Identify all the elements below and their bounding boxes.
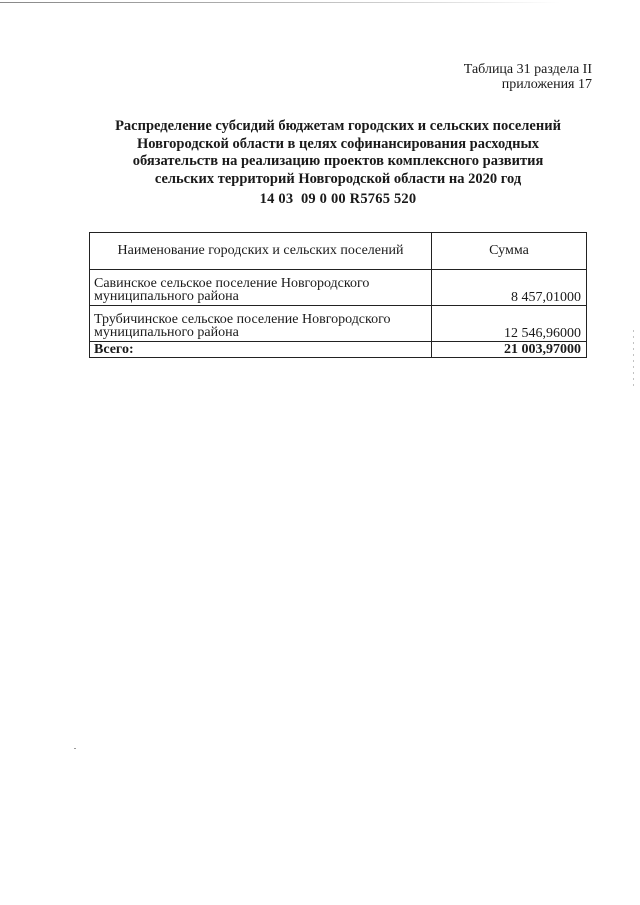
scan-artifact-right-edge (633, 330, 634, 390)
title-line: сельских территорий Новгородской области на 2020 год (154, 170, 522, 187)
column-header-name: Наименование городских и сельских поселений (90, 233, 432, 270)
appendix-reference-line: приложения 17 (501, 77, 592, 92)
budget-classification-code: 14 03 09 0 00 R5765 520 (259, 191, 417, 207)
document-title (88, 118, 588, 188)
table-reference (464, 62, 592, 92)
scan-artifact-dot (74, 748, 76, 749)
column-header-amount: Сумма (432, 233, 587, 270)
scan-artifact-top-edge (0, 2, 560, 3)
settlement-name-line: муниципального района (94, 289, 239, 304)
settlement-name-line: муниципального района (94, 325, 239, 340)
table-header-row (90, 233, 587, 270)
amount-cell: 8 457,01000 (432, 270, 587, 306)
table-row (90, 270, 587, 306)
subsidy-table (89, 232, 587, 358)
settlement-name-line: Трубичинское сельское поселение Новгородского (94, 312, 391, 327)
settlement-name-cell (90, 306, 432, 342)
table-reference-line: Таблица 31 раздела II (463, 62, 592, 77)
settlement-name-line: Савинское сельское поселение Новгородского (94, 276, 370, 291)
title-line: Новгородской области в целях софинансирования расходных (136, 135, 540, 152)
table-row (90, 306, 587, 342)
settlement-name-cell (90, 270, 432, 306)
amount-cell: 12 546,96000 (432, 306, 587, 342)
total-amount: 21 003,97000 (432, 342, 587, 358)
total-label: Всего: (90, 342, 432, 358)
total-row (90, 342, 587, 358)
title-line: обязательств на реализацию проектов комплексного развития (132, 153, 544, 169)
title-line: Распределение субсидий бюджетам городских и сельских поселений (115, 118, 561, 134)
